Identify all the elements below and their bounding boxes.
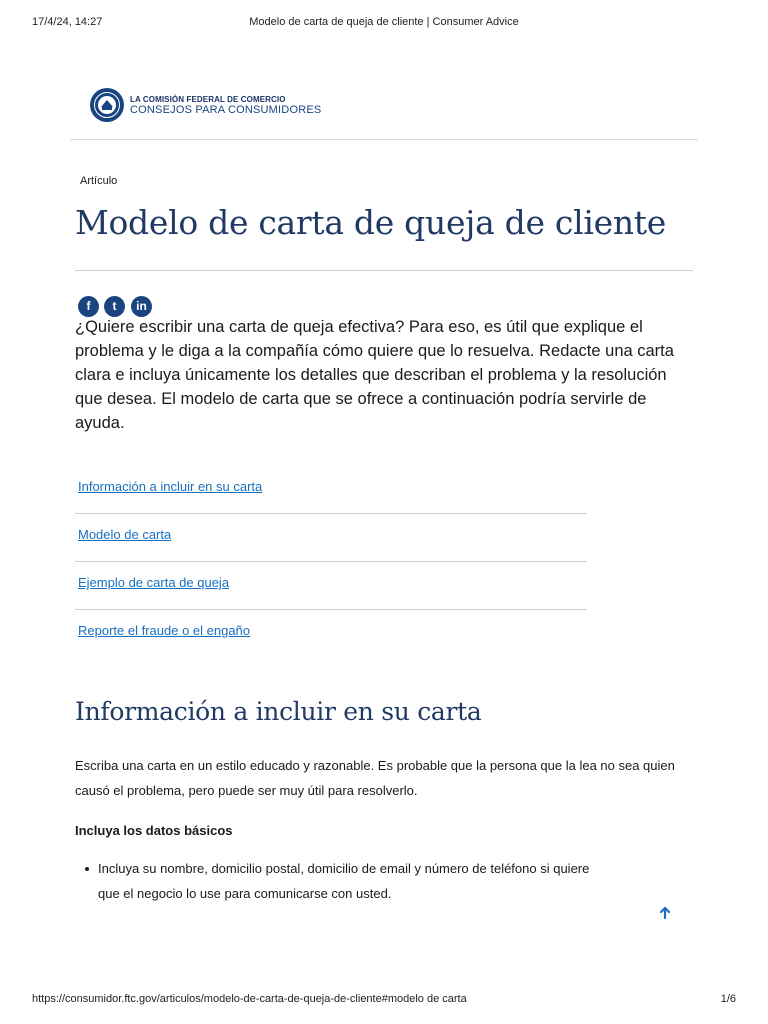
section-title: Información a incluir en su carta — [75, 697, 482, 726]
article-intro: ¿Quiere escribir una carta de queja efectiva? Para eso, es útil que explique el problema y le diga a la compañía cómo quiere que lo resuelva. Redacte una carta clara e incluya únicamente los detalles que describan el problema y la resolución que desea. El modelo de carta que se ofrece a continuación podría servirle de ayuda. — [75, 318, 674, 432]
print-url: https://consumidor.ftc.gov/articulos/modelo-de-carta-de-queja-de-cliente#modelo de carta — [32, 993, 467, 1005]
page-title: Modelo de carta de queja de cliente — [75, 203, 666, 242]
print-header — [32, 16, 736, 32]
site-header — [70, 86, 698, 140]
toc-link-modelo[interactable]: Modelo de carta — [78, 527, 172, 542]
agency-name: LA COMISIÓN FEDERAL DE COMERCIO — [130, 95, 286, 104]
linkedin-icon[interactable]: in — [131, 296, 152, 317]
print-datetime: 17/4/24, 14:27 — [32, 16, 103, 28]
toc-item — [75, 610, 587, 657]
page-indicator: 1/6 — [720, 993, 736, 1005]
ftc-seal-icon[interactable] — [90, 88, 124, 122]
site-name-link[interactable]: CONSEJOS PARA CONSUMIDORES — [130, 104, 322, 116]
list-item — [75, 856, 595, 906]
section-body: Escriba una carta en un estilo educado y razonable. Es probable que la persona que la lea no sea quien causó el problema, pero puede ser muy útil para resolverlo. — [75, 758, 675, 798]
bullet-icon — [85, 867, 89, 871]
section-subhead: Incluya los datos básicos — [75, 823, 233, 838]
bullet-list — [75, 856, 595, 906]
table-of-contents — [75, 466, 587, 657]
toc-item — [75, 514, 587, 562]
toc-item — [75, 562, 587, 610]
article-type-label: Artículo — [80, 175, 118, 187]
print-page-title: Modelo de carta de queja de cliente | Consumer Advice — [249, 16, 519, 28]
toc-link-informacion[interactable]: Información a incluir en su carta — [78, 479, 263, 494]
title-divider — [75, 270, 693, 271]
print-footer — [32, 993, 736, 1009]
twitter-icon[interactable]: t — [104, 296, 125, 317]
toc-link-ejemplo[interactable]: Ejemplo de carta de queja — [78, 575, 230, 590]
toc-item — [75, 466, 587, 514]
toc-link-reporte[interactable]: Reporte el fraude o el engaño — [78, 623, 251, 638]
facebook-icon[interactable]: f — [78, 296, 99, 317]
list-item-text: Incluya su nombre, domicilio postal, domicilio de email y número de teléfono si quiere que el negocio lo use para comunicarse con usted. — [98, 861, 590, 901]
arrow-up-icon[interactable] — [657, 905, 673, 921]
